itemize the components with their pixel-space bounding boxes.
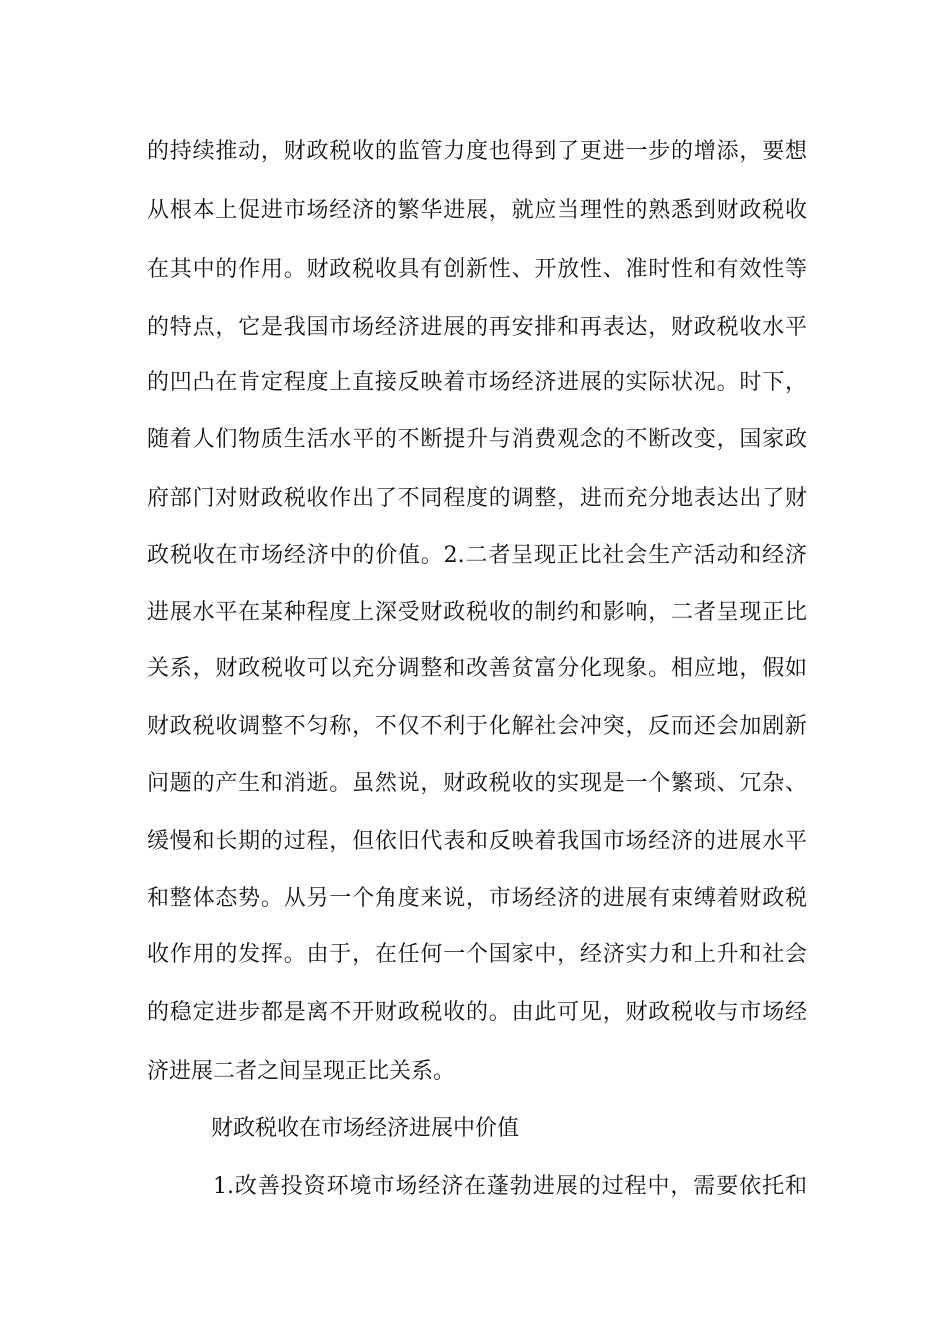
body-line: 从根本上促进市场经济的繁华进展，就应当理性的熟悉到财政税收 (147, 198, 807, 223)
body-line: 随着人们物质生活水平的不断提升与消费观念的不断改变，国家政 (147, 427, 807, 452)
body-line: 收作用的发挥。由于，在任何一个国家中，经济实力和上升和社会 (147, 942, 807, 967)
body-line-last: 济进展二者之间呈现正比关系。 (147, 1059, 456, 1084)
body-line: 在其中的作用。财政税收具有创新性、开放性、准时性和有效性等 (147, 257, 807, 282)
body-line: 问题的产生和消逝。虽然说，财政税收的实现是一个繁琐、冗杂、 (147, 771, 807, 796)
body-line: 的稳定进步都是离不开财政税收的。由此可见，财政税收与市场经 (147, 1000, 807, 1025)
body-line: 政税收在市场经济中的价值。2.二者呈现正比社会生产活动和经济 (147, 543, 807, 568)
body-line: 缓慢和长期的过程，但依旧代表和反映着我国市场经济的进展水平 (147, 829, 807, 854)
body-line: 的持续推动，财政税收的监管力度也得到了更进一步的增添，要想 (147, 139, 807, 164)
body-line: 关系，财政税收可以充分调整和改善贫富分化现象。相应地，假如 (147, 656, 807, 681)
body-line: 进展水平在某种程度上深受财政税收的制约和影响，二者呈现正比 (147, 600, 807, 625)
body-line: 的特点，它是我国市场经济进展的再安排和再表达，财政税收水平 (147, 315, 807, 340)
body-line: 府部门对财政税收作出了不同程度的调整，进而充分地表达出了财 (147, 486, 807, 511)
body-line: 和整体态势。从另一个角度来说，市场经济的进展有束缚着财政税 (147, 886, 807, 911)
body-line: 财政税收调整不匀称，不仅不利于化解社会冲突，反而还会加剧新 (147, 714, 807, 739)
body-line: 的凹凸在肯定程度上直接反映着市场经济进展的实际状况。时下， (147, 370, 807, 395)
paragraph-first-line: 1.改善投资环境市场经济在蓬勃进展的过程中，需要依托和 (213, 1174, 807, 1199)
section-heading: 财政税收在市场经济进展中价值 (211, 1116, 520, 1141)
